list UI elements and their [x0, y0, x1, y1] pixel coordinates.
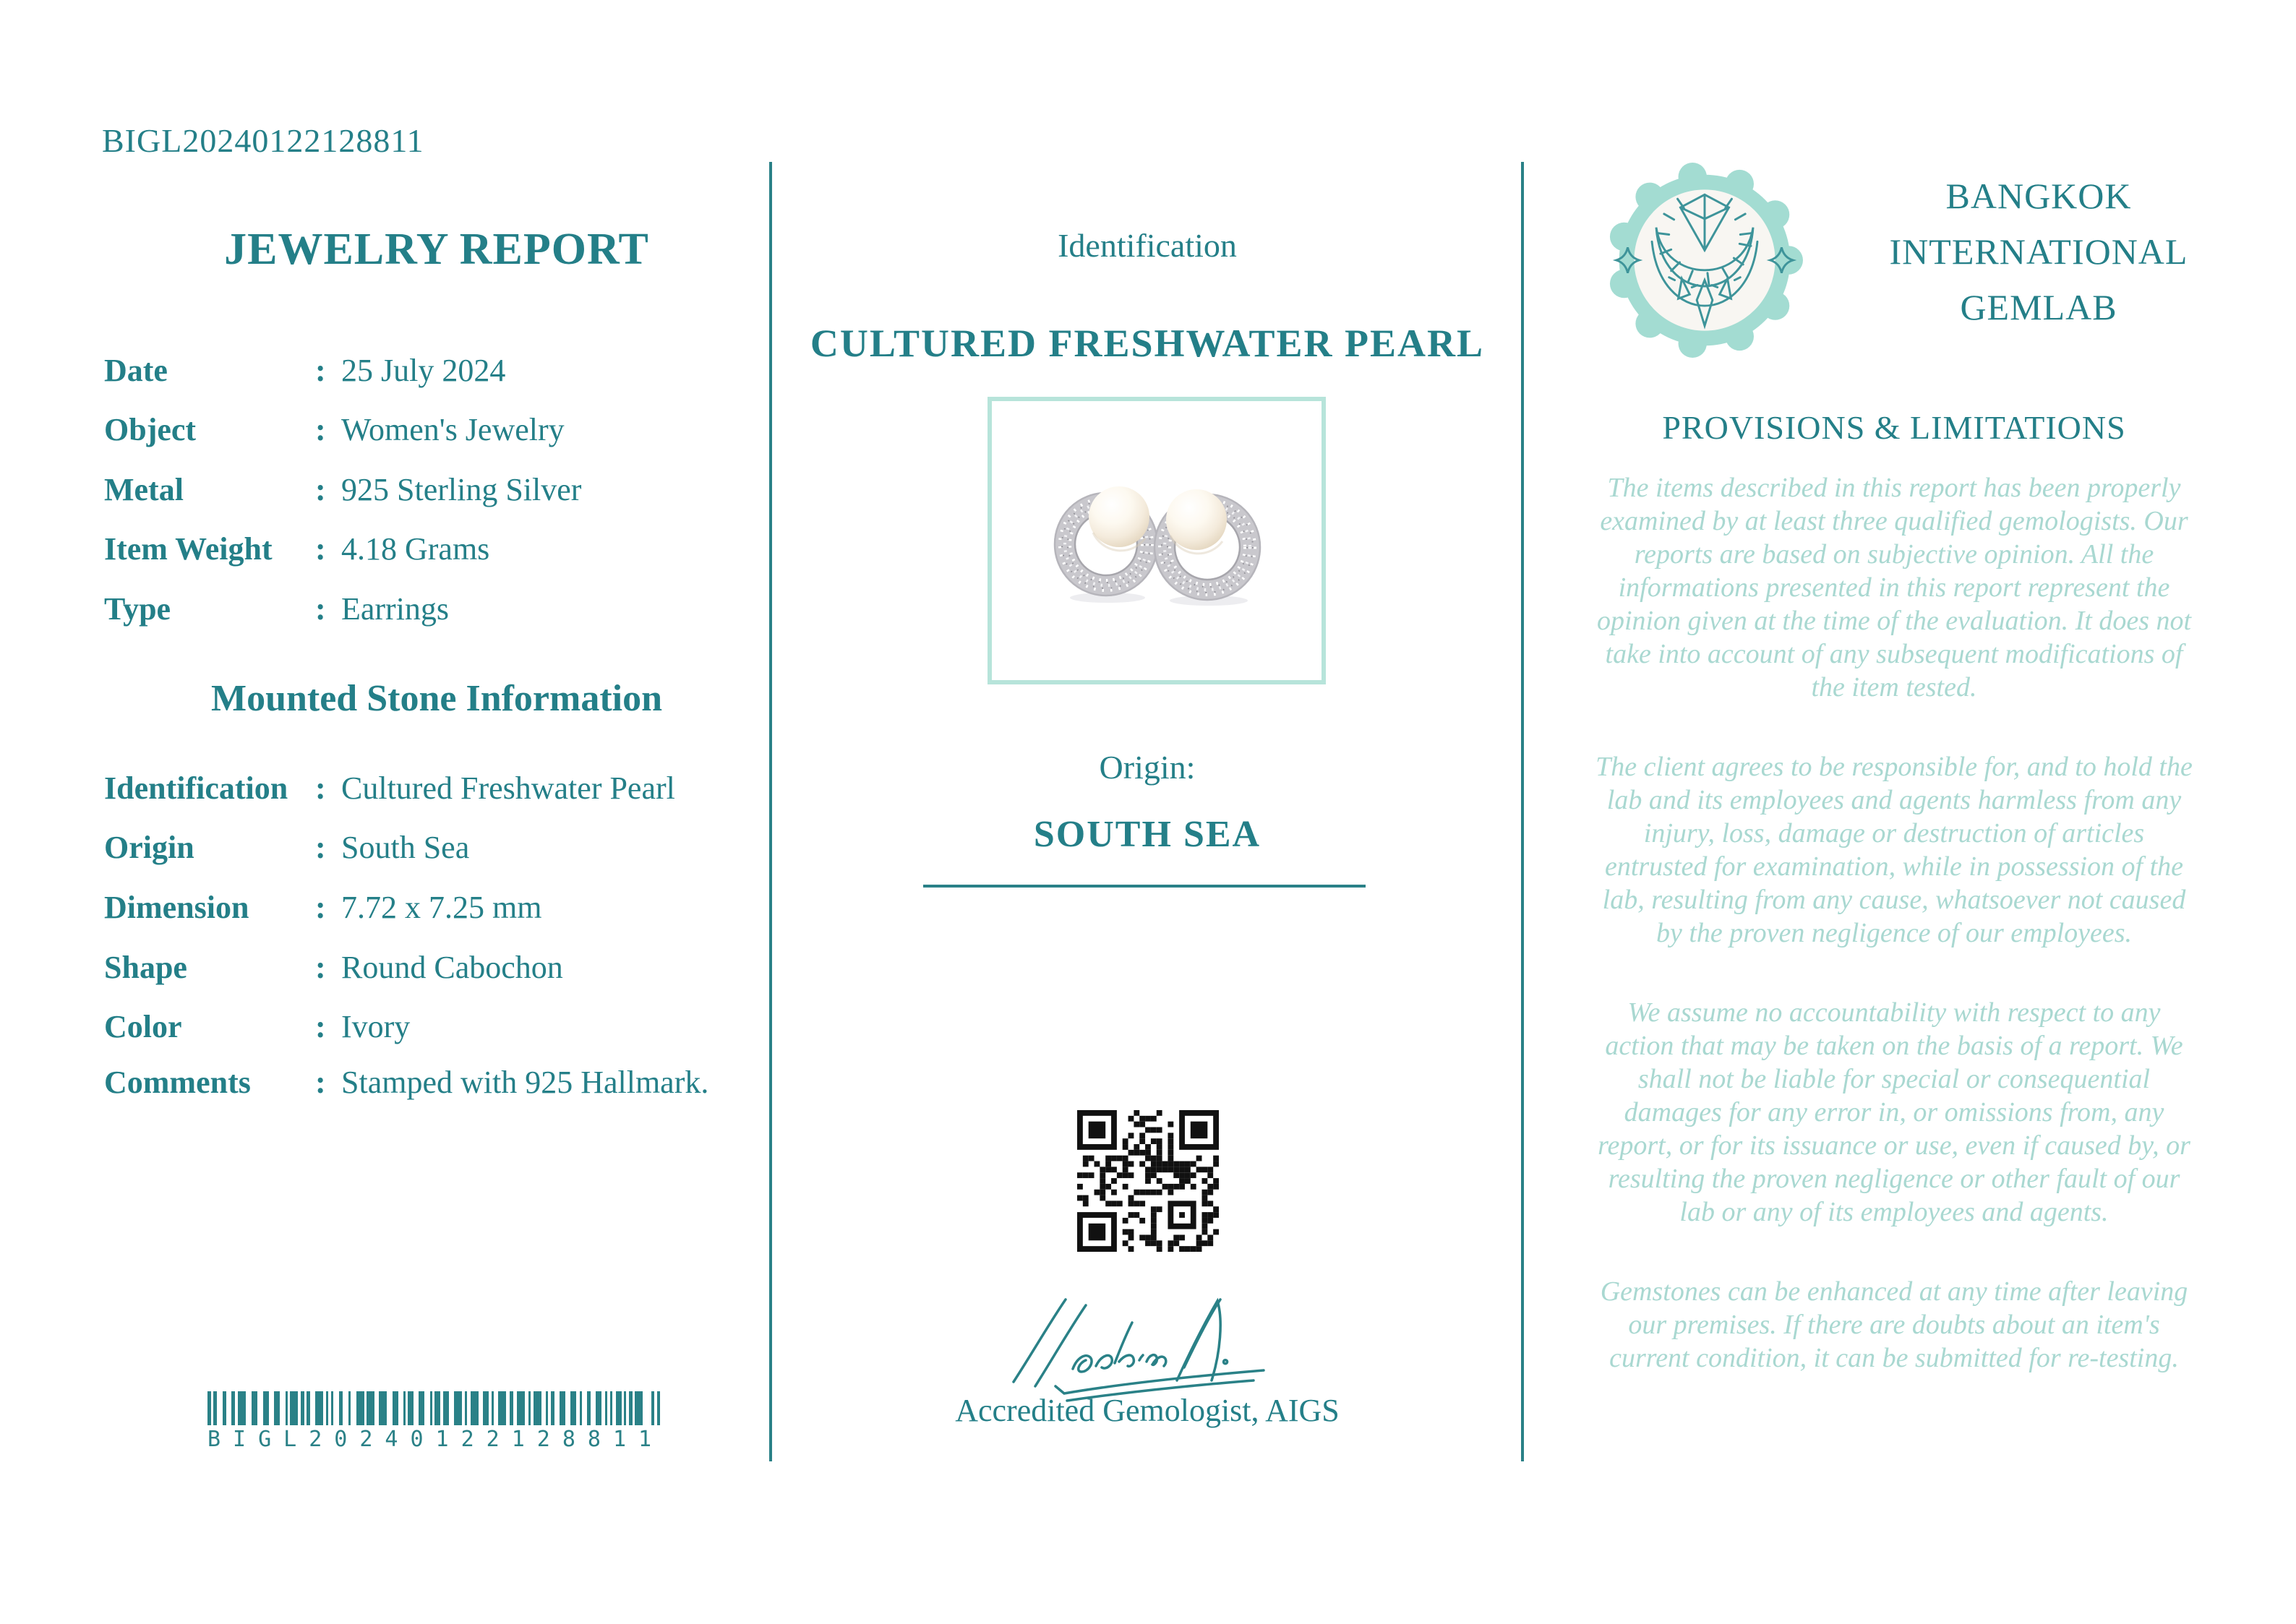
gemlab-logo-icon: [1606, 162, 1803, 358]
field-value: 925 Sterling Silver: [341, 472, 582, 507]
signer-title: Accredited Gemologist, AIGS: [955, 1393, 1340, 1428]
origin-value: SOUTH SEA: [1033, 814, 1261, 855]
field-row-item-weight: [104, 530, 776, 568]
field-value: Stamped with 925 Hallmark.: [341, 1065, 709, 1100]
barcode: [207, 1391, 664, 1452]
field-value: Cultured Freshwater Pearl: [341, 770, 675, 806]
field-value: 25 July 2024: [341, 353, 506, 388]
field-label: Origin: [104, 830, 194, 865]
field-colon: :: [315, 950, 326, 985]
provisions-paragraph: The items described in this report has been properly examined by at least three qualified gemologists. Our reports are based on subjective opinion. All the informations presented in this report represent the opinion given at the time of the evaluation. It does not take into account of any subsequent modifications of the item tested.: [1596, 473, 2192, 703]
stone-section-title: Mounted Stone Information: [210, 678, 663, 719]
field-colon: :: [315, 830, 326, 865]
provisions-paragraph: The client agrees to be responsible for, and to hold the lab and its employees and agents harmless from any injury, loss, damage or destruction of articles entrusted for examination, while in possession of the lab, resulting from any cause, whatsoever not caused by the proven negligence of our employees.: [1595, 752, 2193, 948]
field-colon: :: [315, 1065, 326, 1100]
provisions-paragraphs: [1590, 471, 2198, 1421]
provisions-paragraph: Gemstones can be enhanced at any time after leaving our premises. If there are doubts about an item's current condition, it can be submitted for re-testing.: [1600, 1276, 2188, 1373]
barcode-text: BIGL20240122128811: [207, 1427, 664, 1452]
field-colon: :: [315, 412, 326, 447]
field-label: Identification: [104, 770, 288, 806]
lab-name-line: BANGKOK: [1945, 176, 2132, 216]
report-number: BIGL20240122128811: [102, 122, 424, 159]
earring-right: [1155, 489, 1260, 606]
field-value: Women's Jewelry: [341, 412, 565, 447]
field-value: Round Cabochon: [341, 950, 563, 985]
field-label: Date: [104, 353, 168, 388]
stone-row-comments: [104, 1064, 776, 1101]
field-label: Object: [104, 412, 197, 447]
stone-row-dimension: [104, 889, 776, 927]
jewelry-photo-frame: [988, 397, 1326, 684]
qr-code: [1077, 1110, 1219, 1252]
provisions-paragraph: We assume no accountability with respect to any action that may be taken on the basis of a report. We shall not be liable for special or consequential damages for any error in, or omissions from, any report, or for its issuance or use, even if caused by, or resulting the proven negligence or other fault of our lab or any of its employees and agents.: [1598, 997, 2190, 1227]
field-label: Type: [104, 591, 171, 627]
origin-label: Origin:: [1099, 749, 1196, 786]
column-divider-left: [769, 162, 772, 1461]
field-colon: :: [315, 472, 326, 507]
field-colon: :: [315, 1009, 326, 1044]
field-value: South Sea: [341, 830, 470, 865]
field-value: 7.72 x 7.25 mm: [341, 890, 542, 925]
pearl-earrings-image: [992, 401, 1322, 680]
field-value: Ivory: [341, 1009, 411, 1044]
earring-left: [1055, 486, 1157, 603]
lab-name-line: GEMLAB: [1960, 287, 2117, 327]
field-label: Comments: [104, 1065, 251, 1100]
field-label: Shape: [104, 950, 187, 985]
field-label: Item Weight: [104, 531, 273, 567]
field-colon: :: [315, 890, 326, 925]
page-title: JEWELRY REPORT: [224, 225, 649, 274]
origin-underline: [923, 885, 1366, 888]
stone-row-shape: [104, 949, 776, 987]
field-value: 4.18 Grams: [341, 531, 490, 567]
field-colon: :: [315, 353, 326, 388]
field-label: Color: [104, 1009, 182, 1044]
field-label: Dimension: [104, 890, 249, 925]
field-value: Earrings: [341, 591, 450, 627]
stone-row-origin: [104, 829, 776, 867]
field-label: Metal: [104, 472, 184, 507]
identification-result: CULTURED FRESHWATER PEARL: [810, 322, 1485, 365]
field-colon: :: [315, 531, 326, 567]
identification-heading: Identification: [1058, 227, 1237, 264]
field-row-type: [104, 590, 776, 628]
stone-row-color: [104, 1008, 776, 1046]
lab-name: [1807, 168, 2270, 335]
provisions-title: PROVISIONS & LIMITATIONS: [1662, 409, 2126, 446]
field-row-metal: [104, 471, 776, 509]
field-row-date: [104, 352, 776, 390]
stone-row-identification: [104, 770, 776, 807]
barcode-bars-image: [207, 1391, 660, 1425]
field-colon: :: [315, 591, 326, 627]
field-colon: :: [315, 770, 326, 806]
field-row-object: [104, 411, 776, 449]
lab-name-line: INTERNATIONAL: [1889, 231, 2188, 272]
